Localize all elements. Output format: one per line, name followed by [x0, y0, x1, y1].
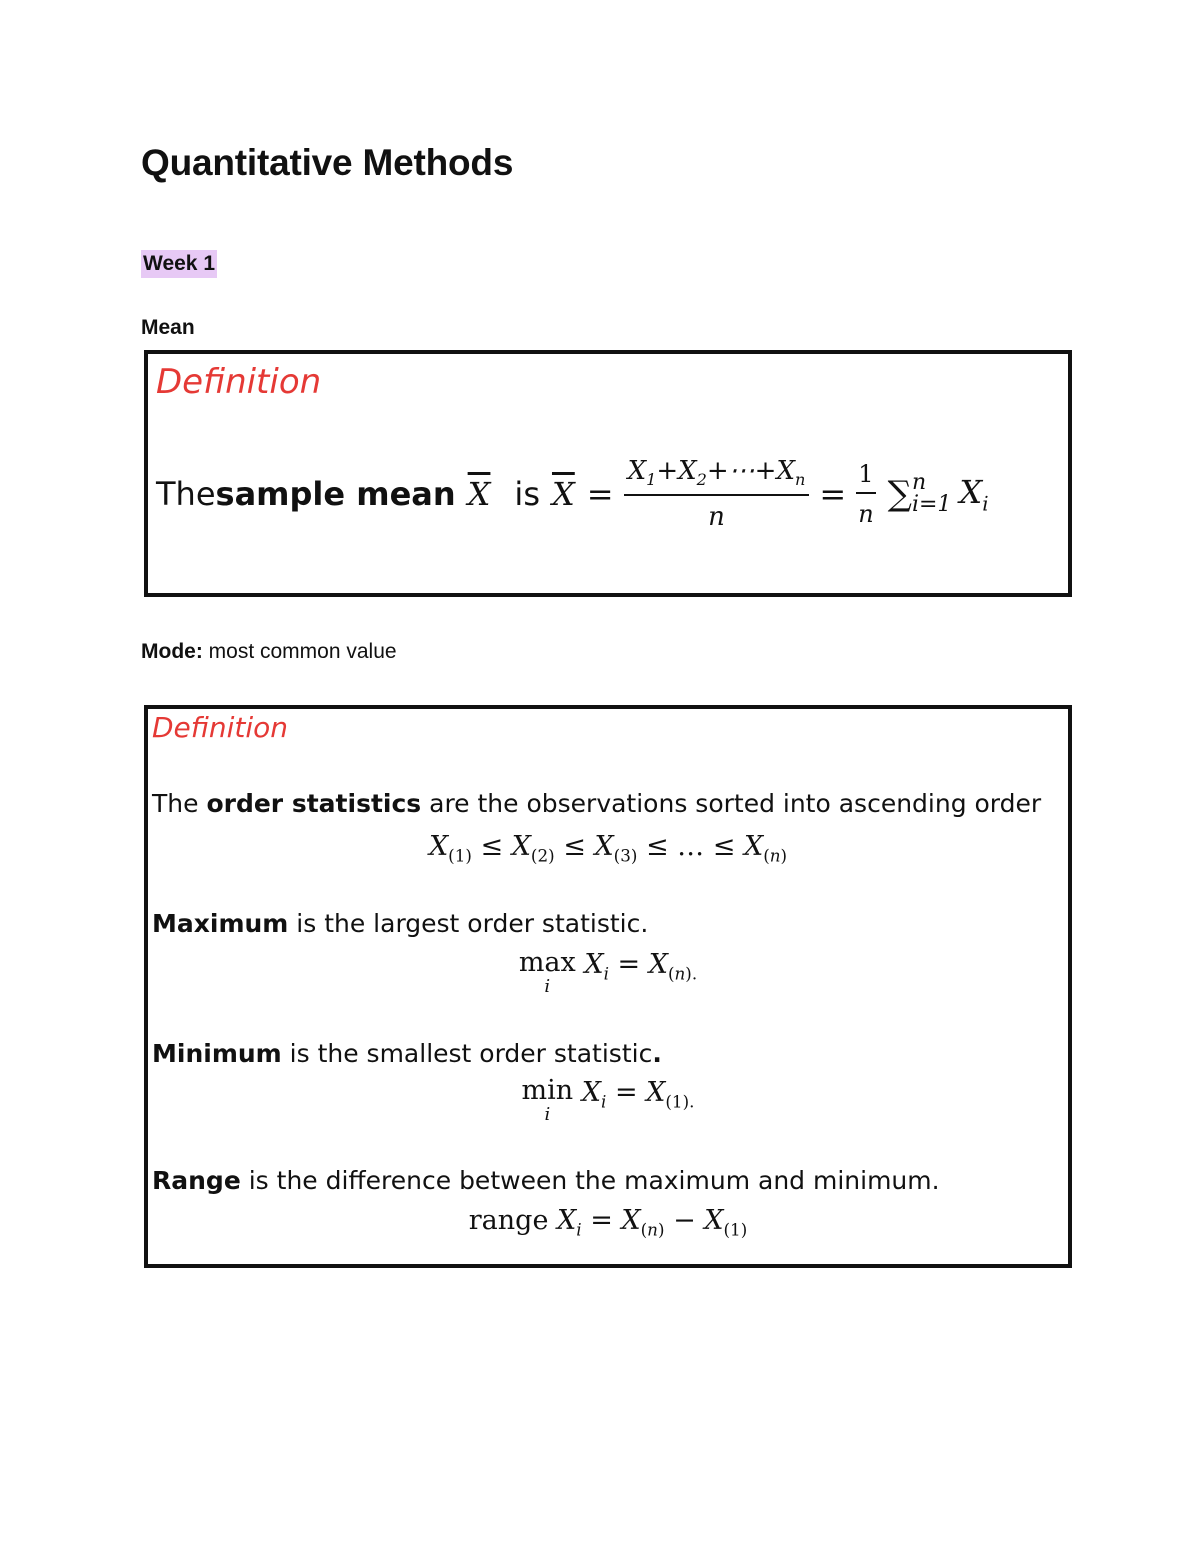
week-label: Week 1: [141, 250, 217, 278]
maximum-term: Maximum: [152, 909, 289, 938]
equals-sign: =: [819, 475, 847, 513]
minimum-sentence: Minimum is the smallest order statistic.: [152, 1039, 662, 1068]
minimum-term: Minimum: [152, 1039, 282, 1068]
is-word: is: [514, 475, 540, 513]
mean-definition-box: [144, 350, 1072, 597]
sample-mean-term: sample mean: [215, 475, 456, 513]
order-statistics-sentence: The order statistics are the observations sorted into ascending order: [152, 789, 1042, 818]
sample-mean-formula: [156, 454, 989, 534]
xbar-symbol: $\overline{X}$: [551, 475, 575, 513]
page-title: Quantitative Methods: [141, 142, 514, 183]
mode-text: most common value: [202, 640, 397, 663]
mean-lead-text: The: [156, 475, 216, 513]
definition-heading: Definition: [152, 711, 289, 744]
range-sentence: Range is the difference between the maximum and minimum.: [152, 1166, 940, 1195]
mean-label: Mean: [141, 316, 195, 339]
definition-heading: Definition: [156, 362, 322, 402]
equals-sign: =: [586, 475, 614, 513]
maximum-sentence: Maximum is the largest order statistic.: [152, 909, 649, 938]
max-operator: max: [518, 947, 576, 978]
range-term: Range: [152, 1166, 241, 1195]
summation-symbol: ∑: [887, 474, 912, 514]
mode-line: [141, 640, 397, 664]
mode-label: Mode:: [141, 640, 203, 663]
order-statistics-term: order statistics: [206, 789, 422, 818]
xbar-symbol: $\overline{X}$: [467, 475, 491, 513]
summation-limits: n i=1: [911, 470, 952, 517]
order-statistics-formula: $X_{(1)} \le X_{(2)} \le X_{(3)}$ ≤ … ≤ $X_{(n)}$: [428, 831, 788, 866]
min-operator: min: [521, 1075, 574, 1106]
range-operator: range: [468, 1205, 549, 1236]
range-formula: range $X_i = X_{(n)} - X_{(1)}$: [468, 1205, 748, 1240]
one-over-n-fraction: $\frac{1}{n}$: [858, 460, 874, 528]
xi-term: $X_i$: [959, 472, 989, 516]
order-statistics-definition-box: [144, 705, 1072, 1268]
maximum-formula: max i $X_i = X_{(n).}$: [518, 947, 698, 997]
sum-over-n-fraction: $\frac{X_1+X_2+\cdots+X_n}{n}$: [624, 456, 810, 531]
minimum-formula: min i $X_i = X_{(1).}$: [521, 1075, 695, 1125]
